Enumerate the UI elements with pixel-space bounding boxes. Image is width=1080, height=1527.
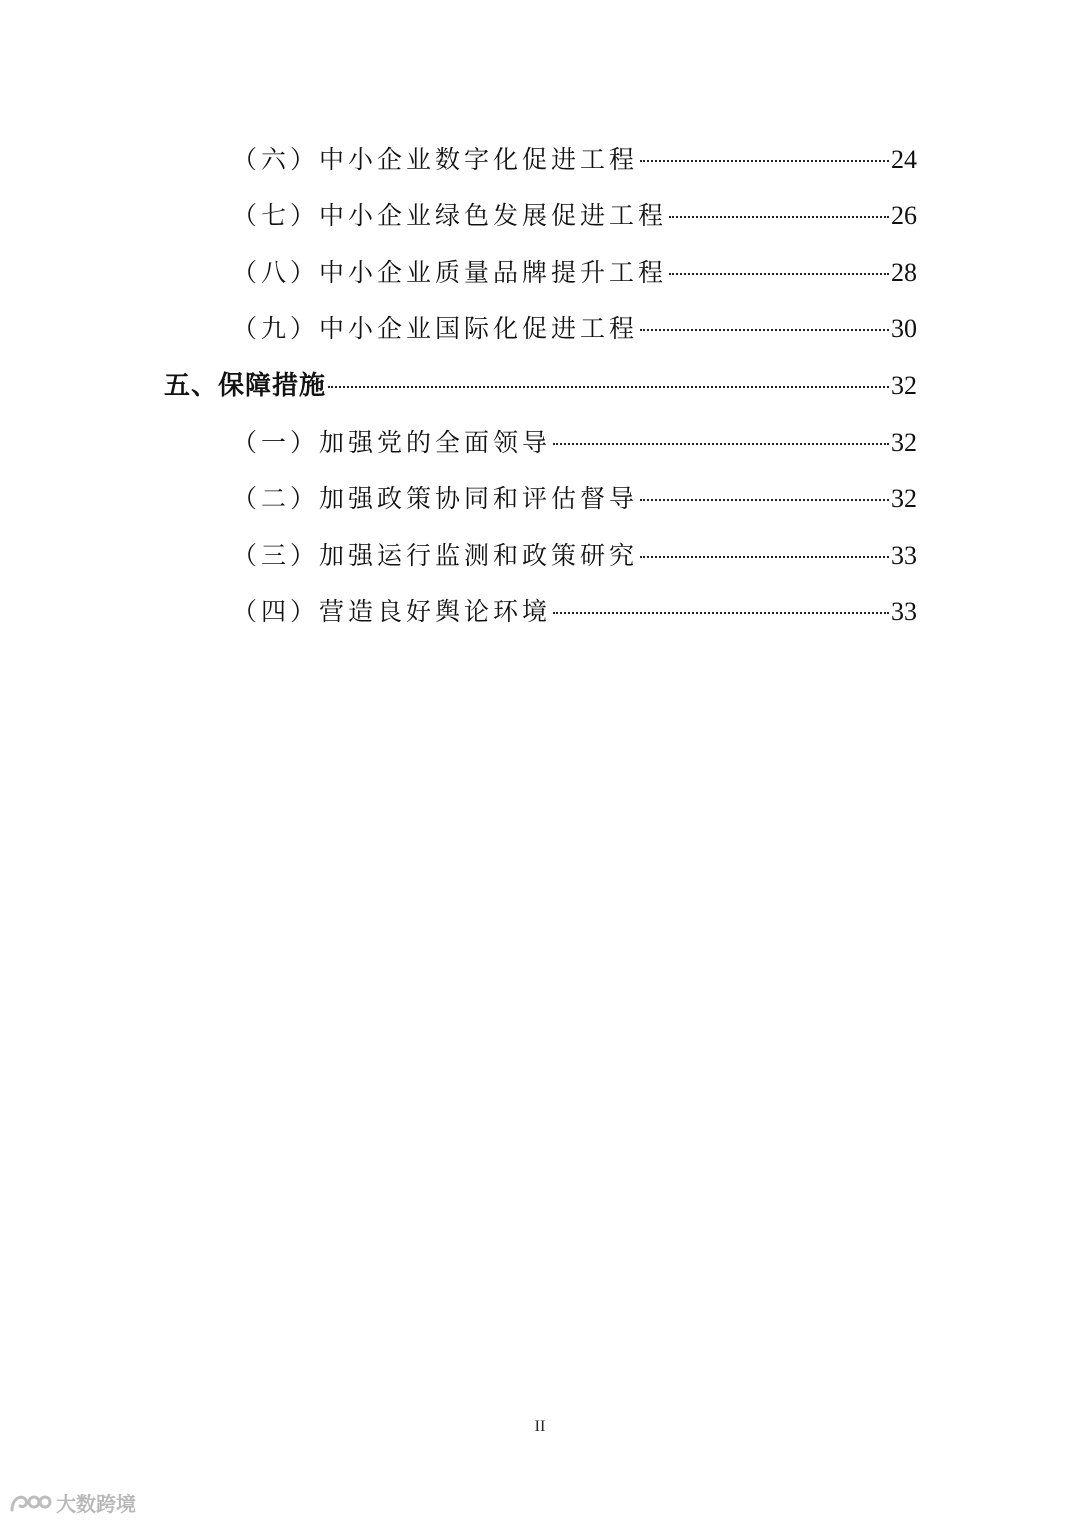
- toc-entry-public-opinion[interactable]: [232, 592, 917, 632]
- toc-entry-quality-brand[interactable]: [232, 253, 917, 293]
- toc-page-number: 26: [891, 201, 917, 230]
- toc-entry-label: （六）中小企业数字化促进工程: [232, 145, 639, 174]
- toc-page-number: 30: [891, 314, 917, 343]
- toc-entry-label: （二）加强政策协同和评估督导: [232, 484, 639, 513]
- dot-leader: [640, 499, 889, 501]
- toc-entry-digitalization[interactable]: [232, 140, 917, 180]
- toc-page-number: 33: [891, 541, 917, 570]
- toc-entry-label: （八）中小企业质量品牌提升工程: [232, 258, 668, 287]
- dot-leader: [640, 556, 889, 558]
- toc-entry-party-leadership[interactable]: [232, 423, 917, 463]
- toc-page-number: 32: [891, 428, 917, 457]
- toc-page-number: 32: [891, 371, 917, 400]
- toc-section-label: 五、保障措施: [164, 371, 327, 401]
- toc-entry-label: （七）中小企业绿色发展促进工程: [232, 201, 668, 230]
- toc-entry-label: （三）加强运行监测和政策研究: [232, 541, 639, 570]
- toc-entry-policy-coordination[interactable]: [232, 479, 917, 519]
- toc-entry-label: （四）营造良好舆论环境: [232, 597, 552, 626]
- toc-page-number: 24: [891, 145, 917, 174]
- toc-entry-green-development[interactable]: [232, 196, 917, 236]
- toc-page-number: 32: [891, 484, 917, 513]
- watermark-logo-icon: [8, 1490, 52, 1516]
- watermark: [8, 1488, 136, 1517]
- dot-leader: [640, 329, 889, 331]
- page-footer-number: II: [534, 1418, 546, 1435]
- dot-leader: [669, 273, 889, 275]
- dot-leader: [328, 386, 889, 388]
- watermark-text: 大数跨境: [56, 1492, 136, 1516]
- toc-entry-monitoring-research[interactable]: [232, 536, 917, 576]
- toc-page-number: 28: [891, 258, 917, 287]
- dot-leader: [553, 612, 889, 614]
- toc-entry-label: （九）中小企业国际化促进工程: [232, 314, 639, 343]
- toc-entry-label: （一）加强党的全面领导: [232, 428, 552, 457]
- toc-section-safeguards[interactable]: [164, 366, 917, 406]
- dot-leader: [669, 216, 889, 218]
- toc-entry-internationalization[interactable]: [232, 309, 917, 349]
- toc-page-number: 33: [891, 597, 917, 626]
- dot-leader: [640, 160, 889, 162]
- dot-leader: [553, 443, 889, 445]
